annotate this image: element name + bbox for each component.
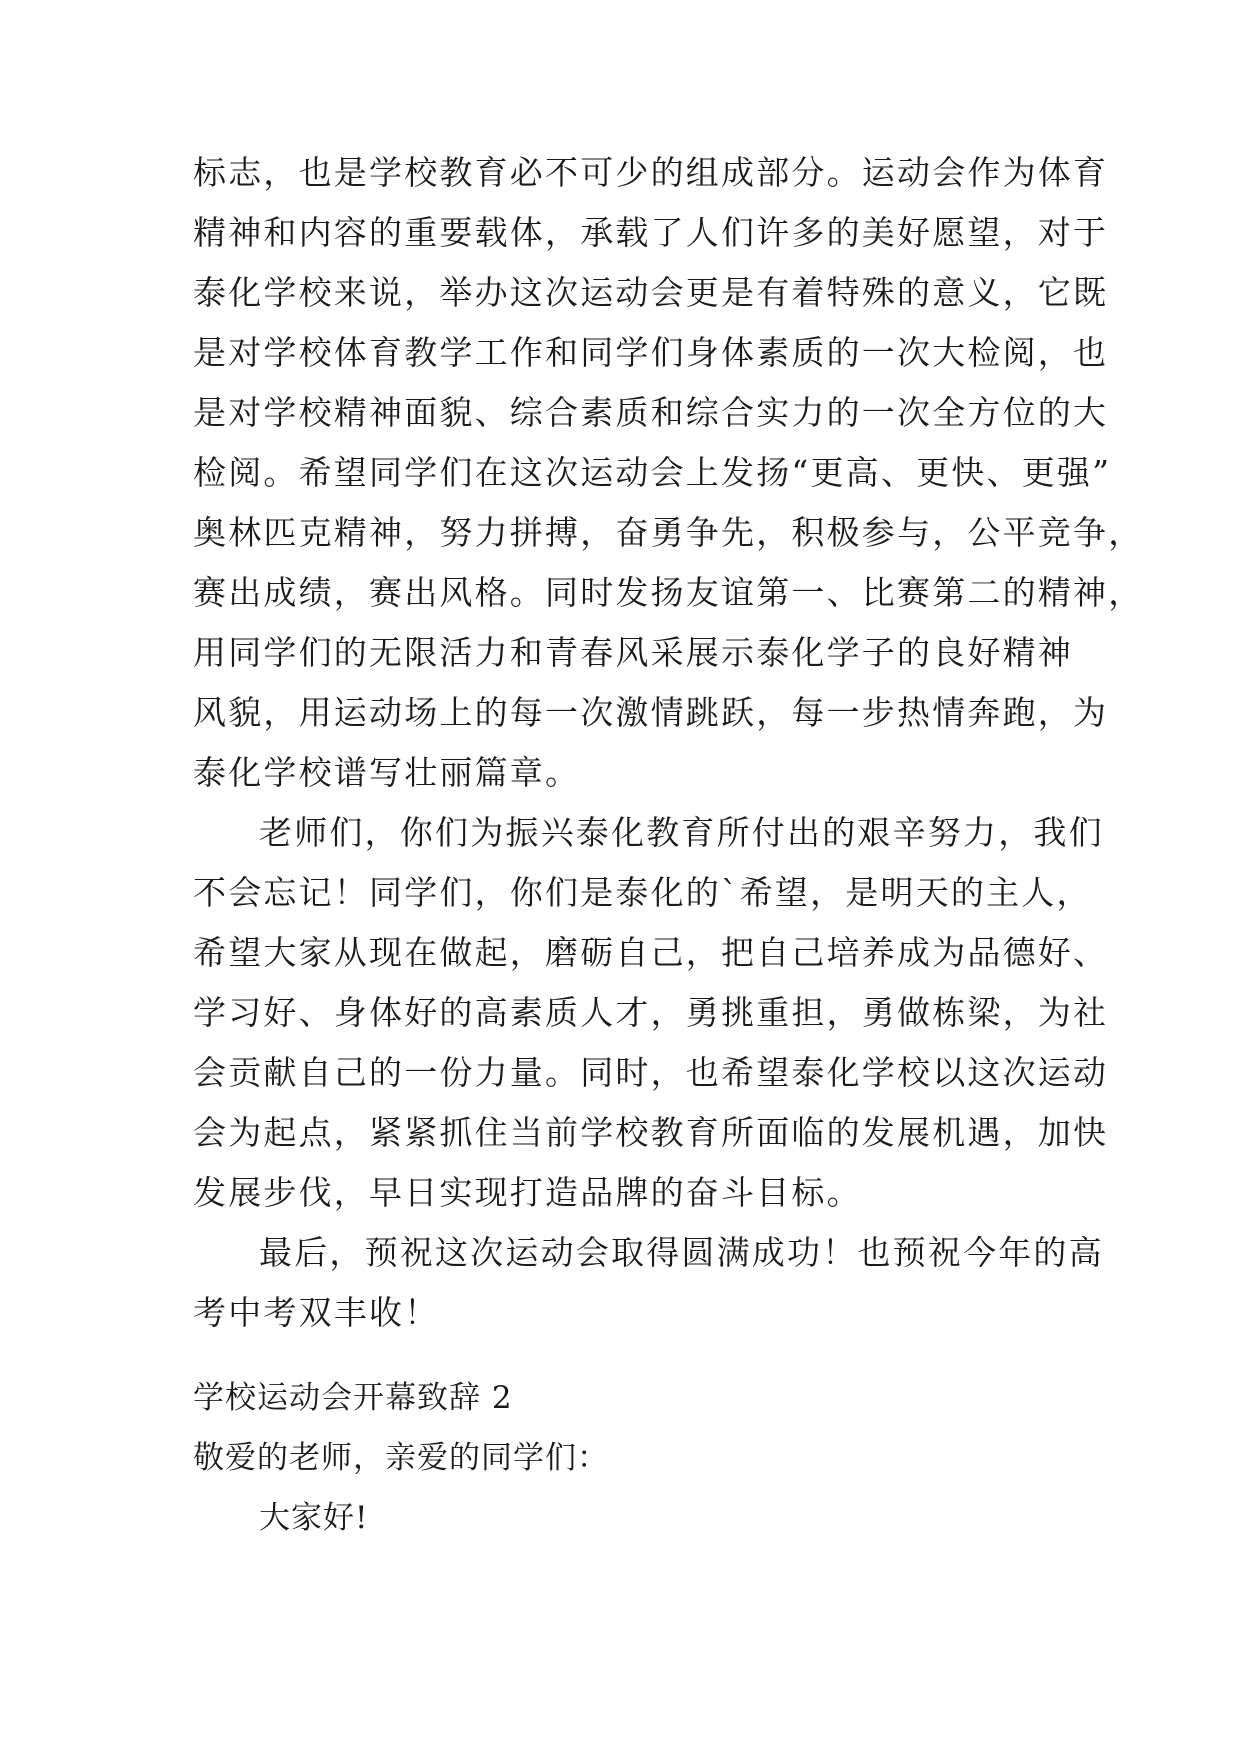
paragraph-line: 赛出成绩，赛出风格。同时发扬友谊第一、比赛第二的精神， bbox=[193, 573, 1144, 612]
paragraph-line: 是对学校精神面貌、综合素质和综合实力的一次全方位的大 bbox=[193, 393, 1109, 432]
paragraph-line: 用同学们的无限活力和青春风采展示泰化学子的良好精神 bbox=[193, 633, 1073, 672]
paragraph-line: 希望大家从现在做起，磨砺自己，把自己培养成为品德好、 bbox=[193, 933, 1109, 972]
paragraph-line: 会为起点，紧紧抓住当前学校教育所面临的发展机遇，加快 bbox=[193, 1113, 1109, 1152]
paragraph-line: 会贡献自己的一份力量。同时，也希望泰化学校以这次运动 bbox=[193, 1053, 1109, 1092]
greeting: 大家好! bbox=[259, 1500, 369, 1536]
paragraph-line: 是对学校体育教学工作和同学们身体素质的一次大检阅，也 bbox=[193, 333, 1109, 372]
paragraph-line: 最后，预祝这次运动会取得圆满成功！也预祝今年的高 bbox=[259, 1233, 1104, 1272]
paragraph-line: 风貌，用运动场上的每一次激情跳跃，每一步热情奔跑，为 bbox=[193, 693, 1109, 732]
paragraph-line: 标志，也是学校教育必不可少的组成部分。运动会作为体育 bbox=[193, 153, 1109, 192]
paragraph-line: 学习好、身体好的高素质人才，勇挑重担，勇做栋梁，为社 bbox=[193, 993, 1109, 1032]
paragraph-line: 奥林匹克精神，努力拼搏，奋勇争先，积极参与，公平竞争， bbox=[193, 513, 1144, 552]
paragraph-line: 不会忘记！同学们，你们是泰化的`希望，是明天的主人， bbox=[193, 873, 1092, 912]
paragraph-line: 发展步伐，早日实现打造品牌的奋斗目标。 bbox=[193, 1173, 862, 1212]
paragraph-line: 老师们，你们为振兴泰化教育所付出的艰辛努力，我们 bbox=[259, 813, 1104, 852]
paragraph-line: 泰化学校来说，举办这次运动会更是有着特殊的意义，它既 bbox=[193, 273, 1109, 312]
speech-body bbox=[193, 143, 1144, 1343]
paragraph-line: 精神和内容的重要载体，承载了人们许多的美好愿望，对于 bbox=[193, 213, 1109, 252]
paragraph-line: 泰化学校谱写壮丽篇章。 bbox=[193, 753, 581, 792]
salutation: 敬爱的老师，亲爱的同学们： bbox=[193, 1440, 609, 1476]
paragraph-line: 考中考双丰收！ bbox=[193, 1293, 440, 1332]
section-title: 学校运动会开幕致辞 2 bbox=[193, 1380, 513, 1416]
section-2 bbox=[193, 1368, 1063, 1548]
paragraph-line: 检阅。希望同学们在这次运动会上发扬“更高、更快、更强” bbox=[193, 453, 1112, 492]
